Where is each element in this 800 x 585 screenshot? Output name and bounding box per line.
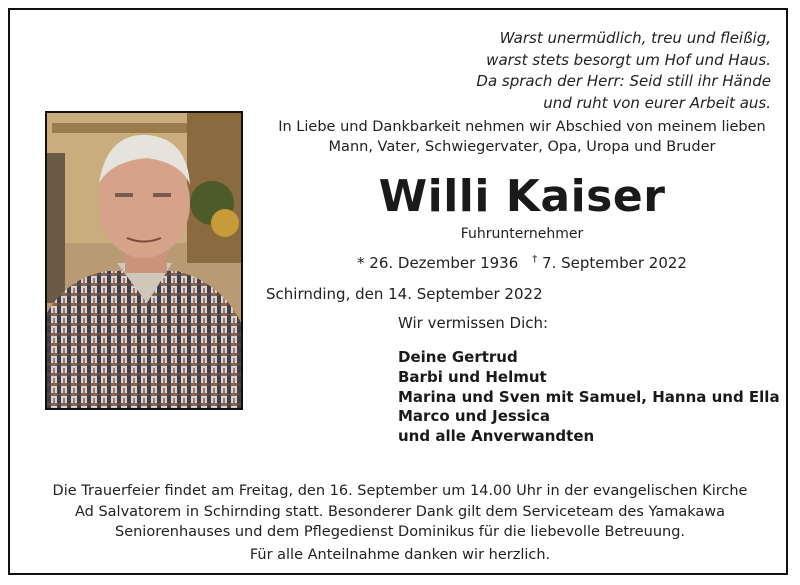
portrait-photo — [45, 111, 243, 410]
funeral-info — [20, 481, 780, 543]
poem-line: und ruht von eurer Arbeit aus. — [543, 93, 771, 112]
thanks-text: Für alle Anteilnahme danken wir herzlich. — [249, 547, 551, 563]
funeral-line: Die Trauerfeier findet am Freitag, den 16. September um 14.00 Uhr in der evangelischen Kirche — [52, 483, 748, 499]
birth-date: * 26. Dezember 1936 — [357, 254, 519, 272]
mourner-name: Barbi und Helmut — [398, 367, 547, 386]
place-date: Schirnding, den 14. September 2022 — [266, 285, 543, 303]
poem-line: warst stets besorgt um Hof und Haus. — [486, 50, 771, 69]
mourner-name: Deine Gertrud — [398, 348, 518, 366]
occupation: Fuhrunternehmer — [460, 226, 584, 242]
mourner-name: und alle Anverwandten — [398, 427, 595, 446]
life-dates — [262, 254, 782, 272]
poem-line: Da sprach der Herr: Seid still ihr Hände — [476, 72, 771, 90]
funeral-line: Seniorenhauses und dem Pflegedienst Dominikus für die liebevolle Betreuung. — [114, 524, 686, 540]
funeral-line: Ad Salvatorem in Schirnding statt. Besonderer Dank gilt dem Serviceteam des Yamakawa — [74, 503, 726, 520]
mourner-name: Marco und Jessica — [398, 407, 550, 426]
intro-line: Mann, Vater, Schwiegervater, Opa, Uropa und Bruder — [328, 139, 716, 155]
intro-line: In Liebe und Dankbarkeit nehmen wir Abschied von meinem lieben — [278, 119, 766, 135]
poem — [371, 28, 771, 114]
deceased-name: Willi Kaiser — [378, 171, 666, 222]
miss-text: Wir vermissen Dich: — [398, 314, 549, 332]
mourner-name: Marina und Sven mit Samuel, Hanna und Ella — [398, 387, 780, 406]
death-date: 7. September 2022 — [542, 254, 687, 272]
intro-text — [262, 117, 782, 157]
cross-symbol: † — [532, 254, 538, 265]
poem-line: Warst unermüdlich, treu und fleißig, — [499, 29, 771, 47]
mourners-list — [398, 348, 780, 447]
